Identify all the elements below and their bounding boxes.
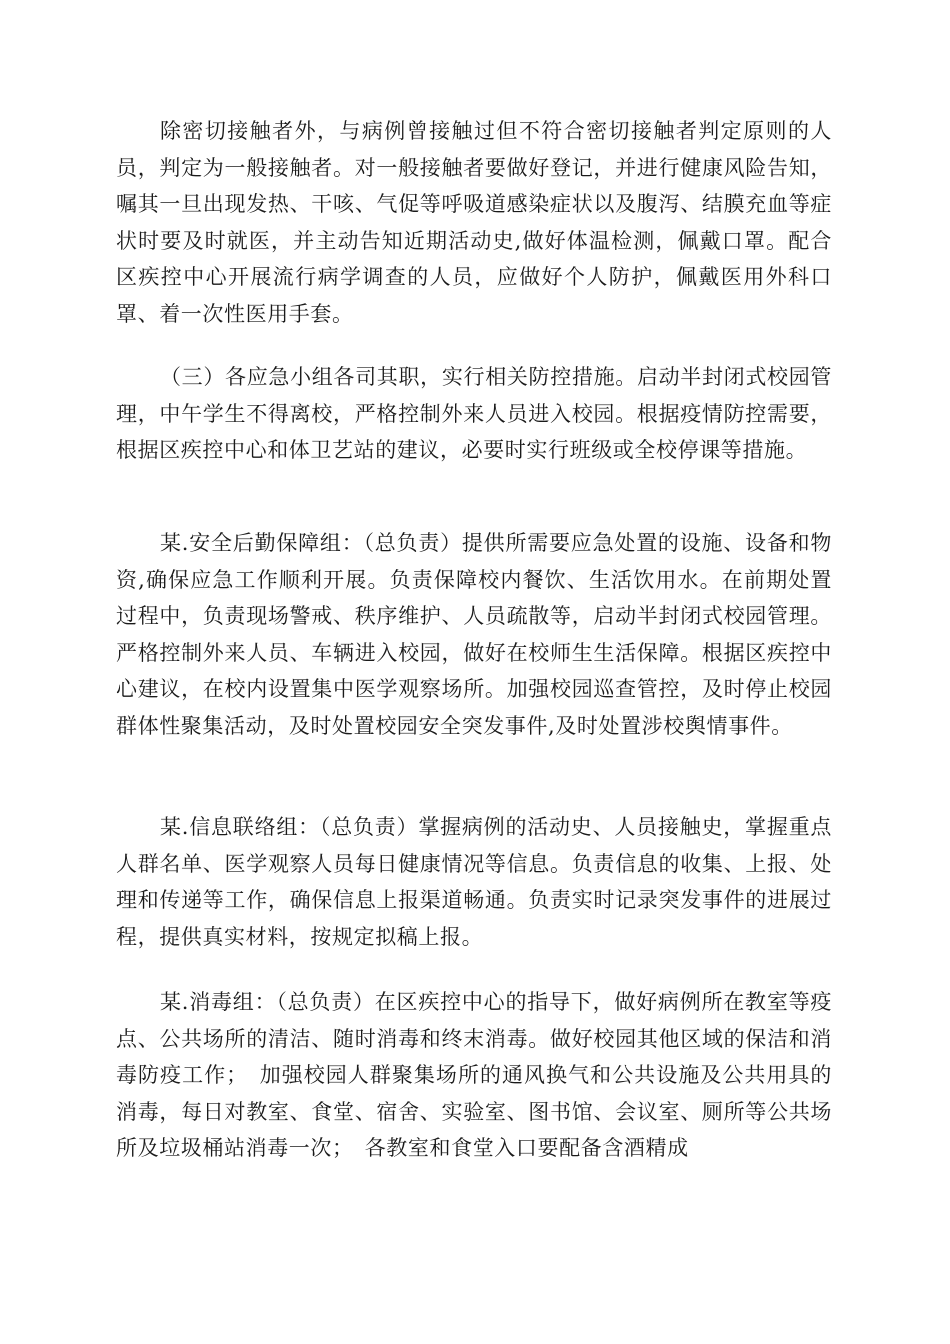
paragraph-disinfection-group: 某.消毒组：（总负责）在区疾控中心的指导下，做好病例所在教室等疫点、公共场所的清洁、随时消毒和终末消毒。做好校园其他区域的保洁和消毒防疫工作； 加强校园人群聚集场所的通风换气和公共设施及公共用具的消毒，每日对教室、食堂、宿舍、实验室、图书馆、会议室、厕所等公共场所及垃圾桶站消毒一次； 各教室和食堂入口要配备含酒精成 <box>116 990 832 1160</box>
paragraph-liaison-group: 某.信息联络组：（总负责）掌握病例的活动史、人员接触史，掌握重点人群名单、医学观察人员每日健康情况等信息。负责信息的收集、上报、处理和传递等工作，确保信息上报渠道畅通。负责实时记录突发事件的进展过程，提供真实材料，按规定拟稿上报。 <box>116 815 832 949</box>
paragraph-logistics-group: 某.安全后勤保障组：（总负责）提供所需要应急处置的设施、设备和物资,确保应急工作顺利开展。负责保障校内餐饮、生活饮用水。在前期处置过程中，负责现场警戒、秩序维护、人员疏散等，启动半封闭式校园管理。严格控制外来人员、车辆进入校园，做好在校师生生活保障。根据区疾控中心建议，在校内设置集中医学观察场所。加强校园巡查管控，及时停止校园群体性聚集活动，及时处置校园安全突发事件,及时处置涉校舆情事件。 <box>116 531 832 738</box>
paragraph-general-contacts: 除密切接触者外，与病例曾接触过但不符合密切接触者判定原则的人员，判定为一般接触者。对一般接触者要做好登记，并进行健康风险告知，嘱其一旦出现发热、干咳、气促等呼吸道感染症状以及腹泻、结膜充血等症状时要及时就医，并主动告知近期活动史,做好体温检测，佩戴口罩。配合区疾控中心开展流行病学调查的人员，应做好个人防护，佩戴医用外科口罩、着一次性医用手套。 <box>116 119 832 326</box>
paragraph-section-three: （三）各应急小组各司其职，实行相关防控措施。启动半封闭式校园管理，中午学生不得离校，严格控制外来人员进入校园。根据疫情防控需要，根据区疾控中心和体卫艺站的建议，必要时实行班级或全校停课等措施。 <box>116 365 832 462</box>
